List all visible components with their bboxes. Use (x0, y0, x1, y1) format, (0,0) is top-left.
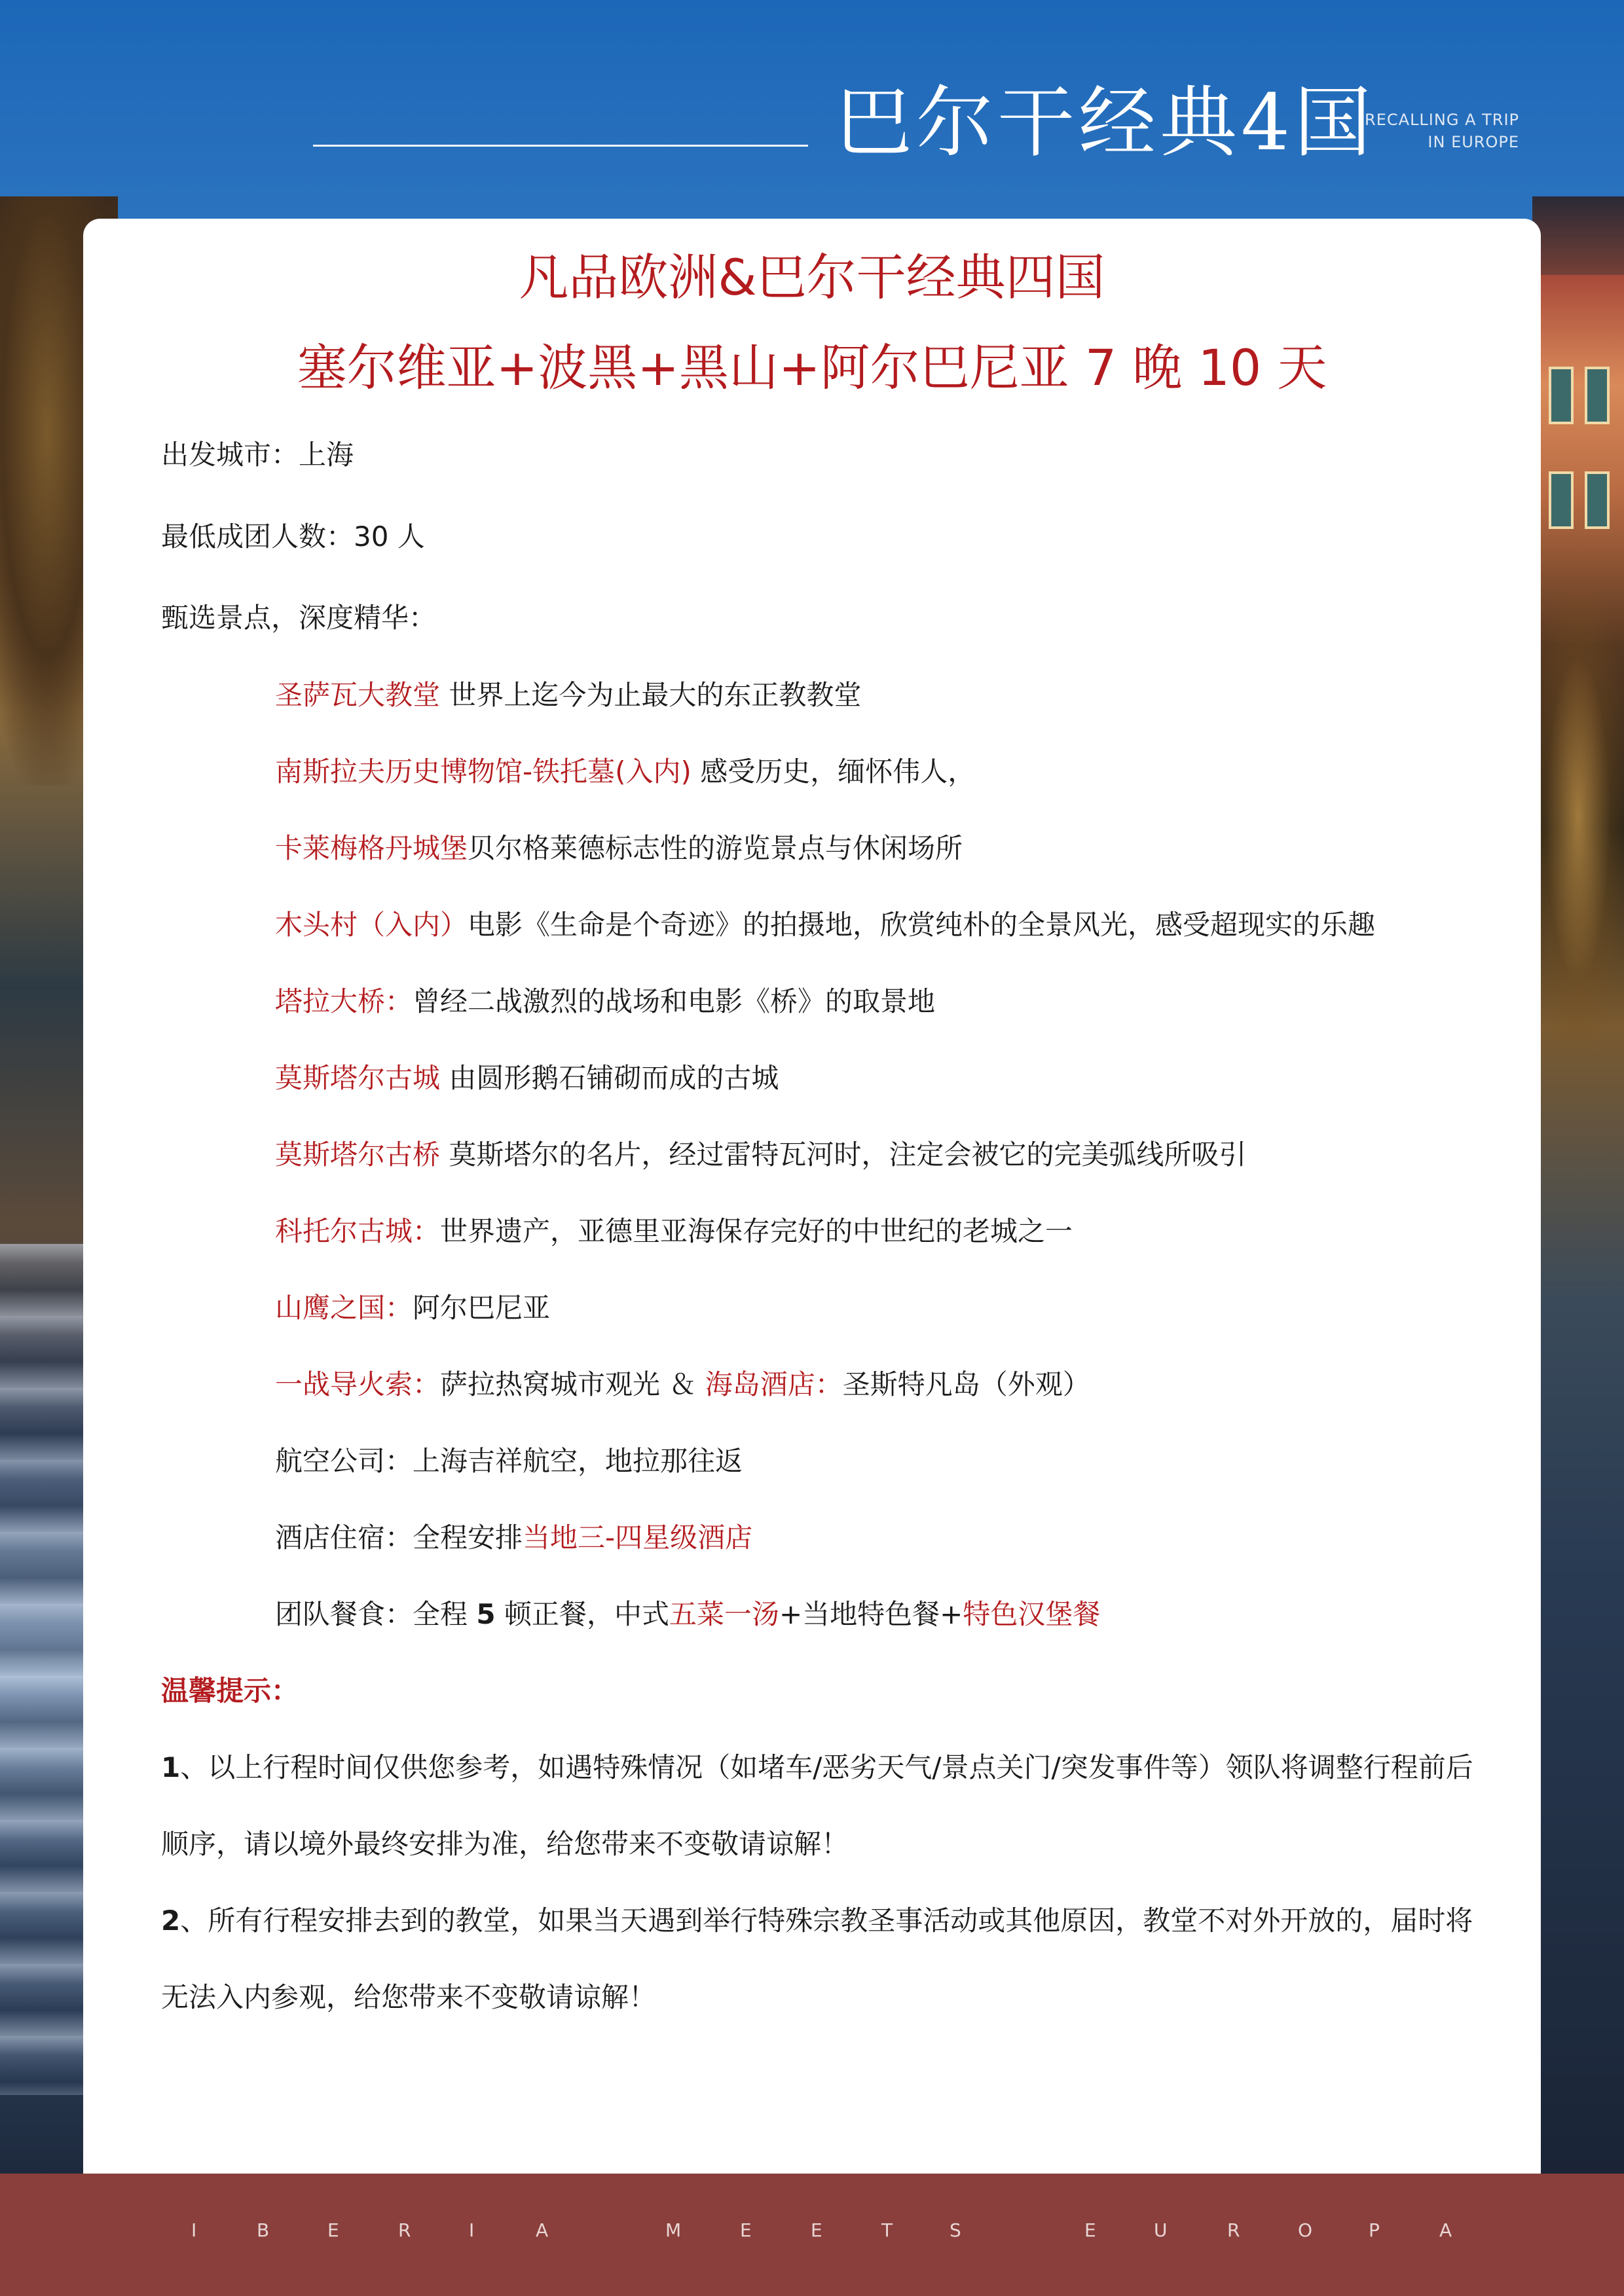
right-building (1539, 275, 1624, 642)
card-title-line2: 塞尔维亚+波黑+黑山+阿尔巴尼亚 7 晚 10 天 (297, 338, 1327, 397)
footer-letter: E (740, 2219, 752, 2241)
highlight-name: 塔拉大桥： (275, 985, 413, 1017)
tip2-line1 (161, 1901, 1473, 1941)
footer-letter: A (536, 2219, 549, 2241)
meals-plus: +当地特色餐+ (779, 1598, 963, 1630)
highlight-desc: 由圆形鹅石铺砌而成的古城 (440, 1062, 779, 1094)
meals-info (275, 1595, 1100, 1634)
highlight-name: 山鹰之国： (275, 1292, 413, 1324)
banner-subtitle-line1: RECALLING A TRIP (1365, 111, 1519, 129)
highlight-name: 莫斯塔尔古城 (275, 1062, 441, 1094)
footer-letter: U (1154, 2219, 1168, 2241)
highlight-name: 科托尔古城： (275, 1215, 441, 1247)
highlight-desc: 感受历史，缅怀伟人， (691, 756, 976, 788)
highlight-item (275, 676, 861, 715)
highlights-heading: 甄选景点，深度精华： (161, 602, 437, 634)
tip1-text: 、以上行程时间仅供您参考，如遇特殊情况（如堵车/恶劣天气/景点关门/突发事件等）领队将调整行程前后 (180, 1751, 1473, 1783)
footer-letter: E (327, 2219, 339, 2241)
banner-subtitle (1349, 109, 1519, 153)
building-window (1549, 367, 1574, 424)
meals-count: 5 (476, 1598, 496, 1630)
footer-letter: E (811, 2219, 822, 2241)
meals-highlight1: 五菜一汤 (669, 1598, 779, 1630)
footer-letter: S (950, 2219, 961, 2241)
banner-title: 巴尔干经典4国 (835, 77, 1376, 168)
airline-info: 航空公司：上海吉祥航空，地拉那往返 (275, 1445, 743, 1477)
tip2-text: 、所有行程安排去到的教堂，如果当天遇到举行特殊宗教圣事活动或其他原因，教堂不对外开放的，届时将 (180, 1904, 1473, 1937)
highlight-item (275, 982, 935, 1021)
tip1-line1 (161, 1748, 1473, 1787)
footer-letter: B (257, 2219, 270, 2241)
building-window (1549, 471, 1574, 529)
highlight-desc: 莫斯塔尔的名片，经过雷特瓦河时，注定会被它的完美弧线所吸引 (440, 1139, 1247, 1171)
hotel-info (275, 1518, 752, 1558)
tip1-number: 1 (161, 1751, 181, 1783)
footer-letter: O (1298, 2219, 1313, 2241)
meals-prefix: 团队餐食：全程 (275, 1598, 477, 1630)
footer-letter: R (398, 2219, 411, 2241)
departure-city: 出发城市：上海 (161, 439, 354, 471)
footer-letter: P (1369, 2219, 1380, 2241)
footer-letter: E (1084, 2219, 1096, 2241)
highlight-desc: 曾经二战激烈的战场和电影《桥》的取景地 (413, 985, 936, 1017)
highlight-item (275, 1059, 779, 1098)
footer-letter: T (881, 2219, 893, 2241)
footer-letter: M (665, 2219, 682, 2241)
highlight-name: 卡莱梅格丹城堡 (275, 832, 468, 864)
min-group-size: 最低成团人数：30 人 (161, 520, 425, 553)
island-hotel-desc: 圣斯特凡岛（外观） (842, 1368, 1090, 1400)
banner-subtitle-line2: IN EUROPE (1428, 133, 1519, 151)
tip2-number: 2 (161, 1904, 181, 1937)
hotel-highlight: 当地三-四星级酒店 (523, 1522, 753, 1554)
highlight-item (275, 1212, 1073, 1251)
highlight-desc: 世界遗产，亚德里亚海保存完好的中世纪的老城之一 (440, 1215, 1073, 1247)
tips-heading: 温馨提示： (161, 1675, 299, 1707)
fuse-island-item (275, 1365, 1090, 1404)
highlight-item (275, 829, 963, 868)
highlight-desc: 阿尔巴尼亚 (413, 1292, 551, 1324)
itinerary-card (83, 219, 1541, 2189)
highlight-item (275, 1288, 550, 1328)
highlight-name: 木头村（入内） (275, 909, 468, 941)
island-hotel-name: 海岛酒店： (705, 1368, 843, 1400)
right-lights-glow (1532, 589, 1624, 1048)
meals-middle: 顿正餐，中式 (495, 1598, 669, 1630)
tip2-line2: 无法入内参观，给您带来不变敬请谅解！ (161, 1981, 657, 2013)
footer-letter: I (469, 2219, 475, 2241)
highlight-name: 圣萨瓦大教堂 (275, 679, 441, 711)
highlight-desc: 世界上迄今为止最大的东正教教堂 (440, 679, 862, 711)
footer-letter: I (191, 2219, 197, 2241)
building-window (1585, 471, 1610, 529)
tip1-line2: 顺序，请以境外最终安排为准，给您带来不变敬请谅解！ (161, 1828, 849, 1860)
meals-highlight2: 特色汉堡餐 (963, 1598, 1101, 1630)
fuse-name: 一战导火索： (275, 1368, 441, 1400)
highlight-name: 莫斯塔尔古桥 (275, 1139, 441, 1171)
highlight-desc: 贝尔格莱德标志性的游览景点与休闲场所 (468, 832, 963, 864)
highlight-item (275, 752, 975, 792)
card-title-line1: 凡品欧洲&巴尔干经典四国 (519, 248, 1105, 306)
fuse-desc: 萨拉热窝城市观光 ＆ (440, 1368, 705, 1400)
hotel-prefix: 酒店住宿：全程安排 (275, 1522, 523, 1554)
building-window (1585, 367, 1610, 424)
highlight-item (275, 1135, 1246, 1175)
highlight-name: 南斯拉夫历史博物馆-铁托墓(入内) (275, 756, 692, 788)
footer-letter: A (1439, 2219, 1452, 2241)
banner-divider-line (313, 145, 808, 147)
highlight-desc: 电影《生命是个奇迹》的拍摄地，欣赏纯朴的全景风光，感受超现实的乐趣 (468, 909, 1376, 941)
highlight-item (275, 905, 1375, 945)
footer-letter: R (1227, 2219, 1240, 2241)
